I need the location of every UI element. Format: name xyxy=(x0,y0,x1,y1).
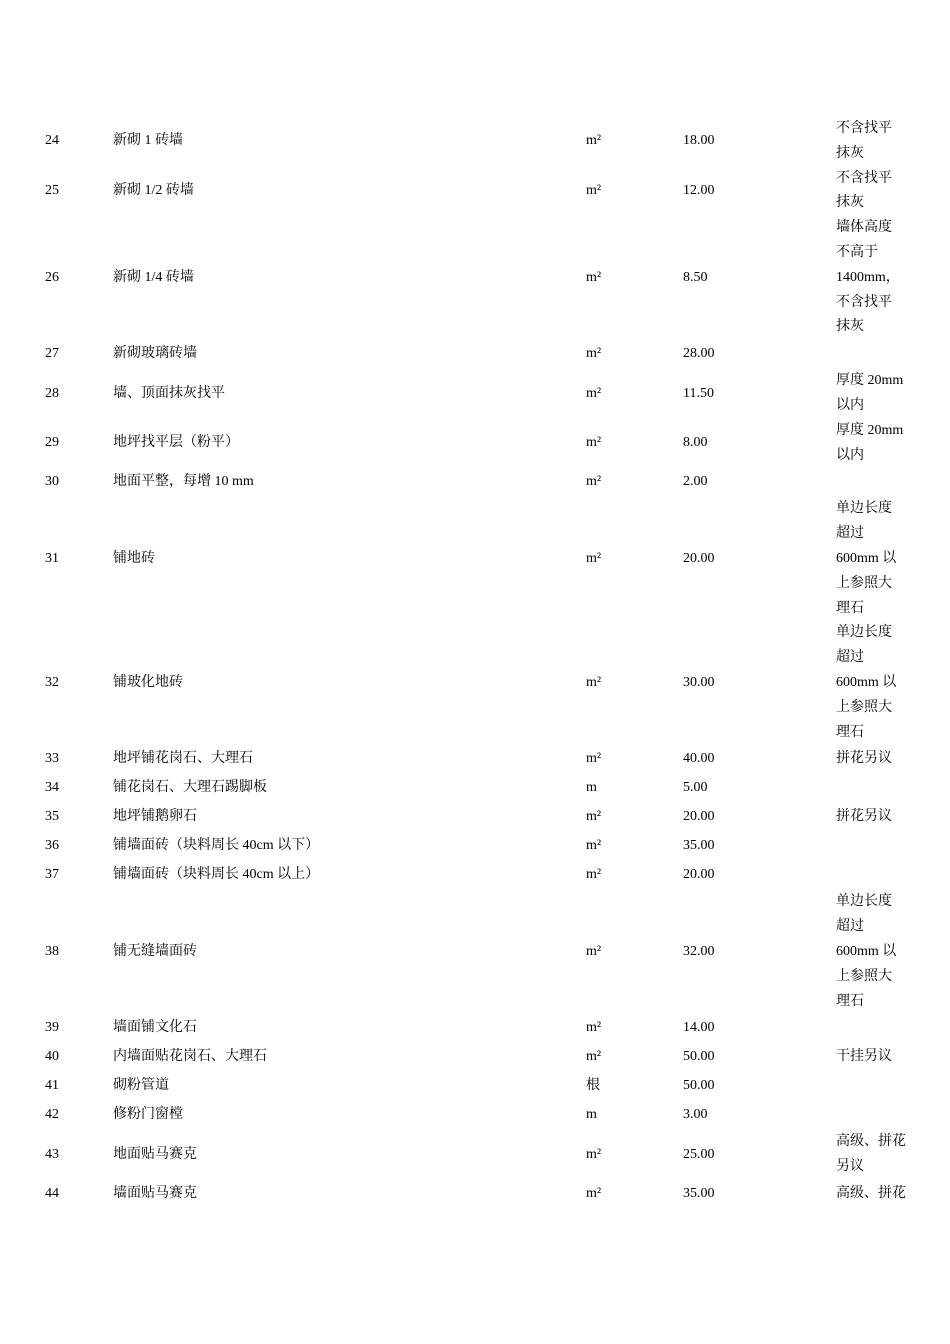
item-note: 干挂另议 xyxy=(836,1049,892,1065)
item-name: 铺墙面砖（块料周长 40cm 以上） xyxy=(113,867,320,883)
item-number: 41 xyxy=(45,1078,59,1094)
table-row xyxy=(45,369,915,419)
item-note xyxy=(836,861,915,890)
item-number: 28 xyxy=(45,385,59,401)
item-number: 34 xyxy=(45,780,59,796)
item-price: 8.00 xyxy=(683,435,708,451)
item-price: 50.00 xyxy=(683,1049,715,1065)
item-name: 新砌 1/2 砖墙 xyxy=(113,182,194,198)
item-unit: m² xyxy=(586,751,602,767)
item-unit: m² xyxy=(586,550,602,566)
item-price: 32.00 xyxy=(683,943,715,959)
price-table xyxy=(45,117,915,1209)
item-note xyxy=(836,1101,915,1130)
item-price: 14.00 xyxy=(683,1020,715,1036)
item-note xyxy=(836,340,915,369)
table-row xyxy=(45,861,915,890)
item-note: 单边长度 超过 600mm 以 上参照大 理石 xyxy=(836,625,897,740)
item-note xyxy=(836,1072,915,1101)
item-unit: m² xyxy=(586,943,602,959)
table-row xyxy=(45,1180,915,1209)
item-unit: m² xyxy=(586,346,602,362)
item-unit: m² xyxy=(586,809,602,825)
table-body xyxy=(45,117,915,1209)
table-row xyxy=(45,216,915,340)
item-number: 27 xyxy=(45,346,59,362)
table-row xyxy=(45,340,915,369)
item-number: 29 xyxy=(45,435,59,451)
item-price: 8.50 xyxy=(683,269,708,285)
item-unit: m² xyxy=(586,1146,602,1162)
table-row xyxy=(45,1072,915,1101)
item-unit: m² xyxy=(586,435,602,451)
item-unit: m xyxy=(586,780,597,796)
item-name: 新砌 1/4 砖墙 xyxy=(113,269,194,285)
item-unit: m² xyxy=(586,674,602,690)
table-row xyxy=(45,1101,915,1130)
item-note: 高级、拼花 另议 xyxy=(836,1134,906,1175)
item-price: 30.00 xyxy=(683,674,715,690)
item-name: 新砌玻璃砖墙 xyxy=(113,346,197,362)
item-unit: m² xyxy=(586,182,602,198)
item-note xyxy=(836,1014,915,1043)
item-price: 11.50 xyxy=(683,385,714,401)
item-unit: m² xyxy=(586,474,602,490)
item-unit: m² xyxy=(586,838,602,854)
item-name: 铺墙面砖（块料周长 40cm 以下） xyxy=(113,838,320,854)
table-row xyxy=(45,1043,915,1072)
item-name: 修粉门窗樘 xyxy=(113,1107,183,1123)
table-row xyxy=(45,890,915,1014)
item-price: 5.00 xyxy=(683,780,708,796)
item-name: 铺花岗石、大理石踢脚板 xyxy=(113,780,267,796)
item-name: 铺玻化地砖 xyxy=(113,674,183,690)
item-unit: m² xyxy=(586,1049,602,1065)
item-name: 新砌 1 砖墙 xyxy=(113,133,183,149)
table-row xyxy=(45,167,915,217)
item-note: 厚度 20mm 以内 xyxy=(836,422,904,463)
item-unit: m² xyxy=(586,385,602,401)
table-row xyxy=(45,468,915,497)
item-price: 18.00 xyxy=(683,133,715,149)
table-row xyxy=(45,803,915,832)
item-price: 40.00 xyxy=(683,751,715,767)
item-number: 37 xyxy=(45,867,59,883)
item-price: 50.00 xyxy=(683,1078,715,1094)
item-price: 20.00 xyxy=(683,867,715,883)
item-unit: m² xyxy=(586,133,602,149)
item-note: 不含找平 抹灰 xyxy=(836,121,892,161)
item-note xyxy=(836,832,915,861)
item-note: 高级、拼花 xyxy=(836,1186,906,1201)
item-number: 35 xyxy=(45,809,59,825)
item-note: 墙体高度 不高于 1400mm， 不含找平 抹灰 xyxy=(836,220,900,335)
item-unit: 根 xyxy=(586,1078,600,1094)
item-name: 墙面贴马赛克 xyxy=(113,1186,197,1201)
table-row xyxy=(45,1014,915,1043)
item-number: 44 xyxy=(45,1186,59,1201)
item-name: 地坪铺花岗石、大理石 xyxy=(113,751,253,767)
item-note xyxy=(836,468,915,497)
item-number: 30 xyxy=(45,474,59,490)
item-name: 砌粉管道 xyxy=(113,1078,169,1094)
item-name: 墙、顶面抹灰找平 xyxy=(113,385,225,401)
item-note: 单边长度 超过 600mm 以 上参照大 理石 xyxy=(836,501,897,616)
table-row xyxy=(45,745,915,774)
item-name: 内墙面贴花岗石、大理石 xyxy=(113,1049,267,1065)
item-price: 20.00 xyxy=(683,809,715,825)
item-price: 12.00 xyxy=(683,182,715,198)
item-number: 39 xyxy=(45,1020,59,1036)
item-note xyxy=(836,774,915,803)
item-name: 铺无缝墙面砖 xyxy=(113,943,197,959)
item-unit: m² xyxy=(586,269,602,285)
table-row xyxy=(45,497,915,621)
item-number: 31 xyxy=(45,550,59,566)
item-unit: m xyxy=(586,1107,597,1123)
item-number: 33 xyxy=(45,751,59,767)
item-price: 28.00 xyxy=(683,346,715,362)
item-unit: m² xyxy=(586,1186,602,1201)
item-name: 地坪铺鹅卵石 xyxy=(113,809,197,825)
item-unit: m² xyxy=(586,1020,602,1036)
item-price: 35.00 xyxy=(683,838,715,854)
item-name: 地坪找平层（粉平） xyxy=(113,435,239,451)
item-name: 铺地砖 xyxy=(113,550,155,566)
item-price: 35.00 xyxy=(683,1186,715,1201)
table-row xyxy=(45,1130,915,1180)
item-note: 拼花另议 xyxy=(836,751,892,767)
item-price: 2.00 xyxy=(683,474,708,490)
item-price: 25.00 xyxy=(683,1146,715,1162)
item-note: 单边长度 超过 600mm 以 上参照大 理石 xyxy=(836,894,897,1009)
table-row xyxy=(45,832,915,861)
item-price: 3.00 xyxy=(683,1107,708,1123)
item-name: 地面平整，每增 10 mm xyxy=(113,474,254,490)
item-price: 20.00 xyxy=(683,550,715,566)
item-number: 24 xyxy=(45,133,59,149)
item-note: 拼花另议 xyxy=(836,809,892,825)
item-number: 25 xyxy=(45,182,59,198)
item-note: 厚度 20mm 以内 xyxy=(836,373,904,413)
item-name: 地面贴马赛克 xyxy=(113,1146,197,1162)
table-row xyxy=(45,117,915,167)
item-number: 40 xyxy=(45,1049,59,1065)
item-number: 36 xyxy=(45,838,59,854)
table-row xyxy=(45,419,915,469)
item-number: 32 xyxy=(45,674,59,690)
item-note: 不含找平 抹灰 xyxy=(836,170,892,211)
table-row xyxy=(45,774,915,803)
item-number: 42 xyxy=(45,1107,59,1123)
table-row xyxy=(45,621,915,745)
item-unit: m² xyxy=(586,867,602,883)
item-number: 43 xyxy=(45,1146,59,1162)
item-number: 38 xyxy=(45,943,59,959)
item-number: 26 xyxy=(45,269,59,285)
item-name: 墙面铺文化石 xyxy=(113,1020,197,1036)
